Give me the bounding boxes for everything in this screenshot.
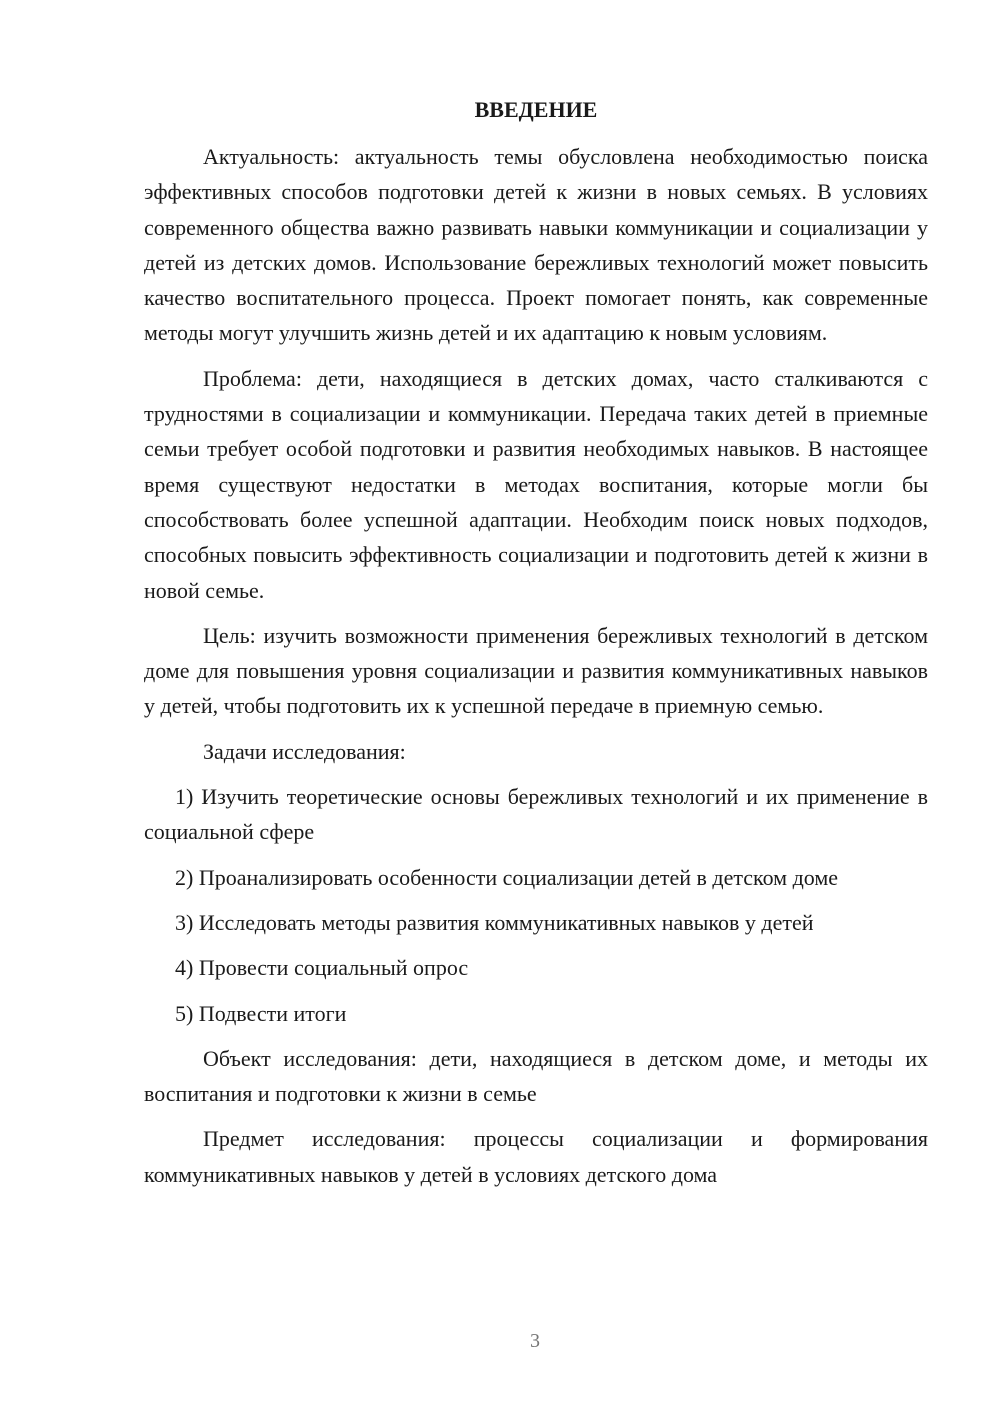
page-content [144, 94, 928, 1202]
task-item-5: 5) Подвести итоги [175, 1000, 347, 1026]
tasks-heading: Задачи исследования: [203, 738, 406, 764]
task-item-3: 3) Исследовать методы развития коммуникативных навыков у детей [175, 909, 814, 935]
paragraph-relevance: Актуальность: актуальность темы обусловлена необходимостью поиска эффективных способов подготовки детей к жизни в новых семьях. В условиях современного общества важно развивать навыки коммуникации и социализации у детей из детских домов. Использование бережливых технологий может повысить качество воспитательного процесса. Проект помогает понять, как современные методы могут улучшить жизнь детей и их адаптацию к новым условиям. [144, 144, 928, 346]
paragraph-object: Объект исследования: дети, находящиеся в детском доме, и методы их воспитания и подготовки к жизни в семье [144, 1045, 928, 1107]
page-title: ВВЕДЕНИЕ [474, 97, 598, 122]
task-item-4: 4) Провести социальный опрос [175, 955, 469, 981]
page-number: 3 [530, 1330, 540, 1352]
task-item-2: 2) Проанализировать особенности социализации детей в детском доме [175, 864, 839, 890]
paragraph-problem: Проблема: дети, находящиеся в детских домах, часто сталкиваются с трудностями в социализации и коммуникации. Передача таких детей в приемные семьи требует особой подготовки и развития необходимых навыков. В настоящее время существуют недостатки в методах воспитания, которые могли бы способствовать более успешной адаптации. Необходим поиск новых подходов, способных повысить эффективность социализации и подготовить детей к жизни в новой семье. [144, 365, 928, 603]
paragraph-subject: Предмет исследования: процессы социализации и формирования коммуникативных навыков у детей в условиях детского дома [144, 1126, 928, 1187]
task-item-1: 1) Изучить теоретические основы бережливых технологий и их применение в социальной сфере [144, 784, 928, 845]
paragraph-goal: Цель: изучить возможности применения бережливых технологий в детском доме для повышения уровня социализации и развития коммуникативных навыков у детей, чтобы подготовить их к успешной передаче в приемную семью. [144, 622, 928, 719]
